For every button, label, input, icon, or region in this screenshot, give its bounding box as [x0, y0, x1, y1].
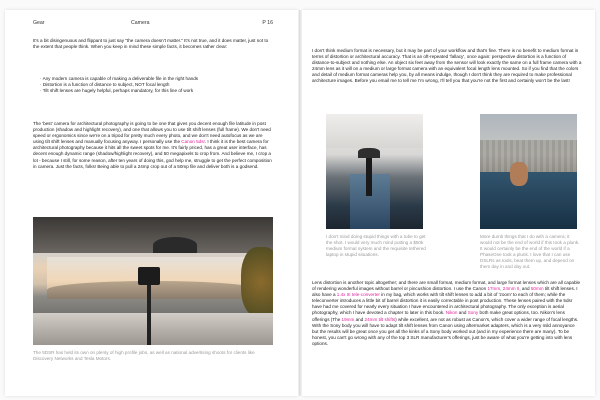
- lens-24mm-link[interactable]: 24mm II: [502, 286, 520, 292]
- teleconverter-link[interactable]: 1.4x III tele-converter: [336, 292, 380, 298]
- lens-paragraph-text: and: [457, 310, 468, 316]
- sony-link[interactable]: Sony: [467, 310, 479, 316]
- lens-paragraph-text: ) while excellent, are not as robust as Canon's, which cover a wider range of focal lengths. With the Sony body you will have to adapt tilt shift lenses from Canon using aftermarket adapters, which is a very mild annoyance but the results will be great once you get all the kinks of a Sony body worked out (and in my experience there are many). To be honest, you can't go wrong with any of the top 3 SLR manufacturer's offerings, just be aware of what you're getting into with lens options.: [312, 316, 579, 346]
- photo-caption: More dumb things that I do with a camera; it would not be the end of world if this took a plunk. It would certainly be the end of the world if a PhaseOne took a plunk. I love that I can use DSLRs as tools, beat them up, and depend on them day in and day out.: [480, 234, 580, 270]
- camera-paragraph: [33, 121, 273, 170]
- list-item: · Distortion is a function of distance to subject, NOT focal length: [40, 82, 270, 88]
- canon-5dsr-link[interactable]: Canon 5dsr: [181, 139, 205, 145]
- photo-wall: [326, 114, 423, 148]
- lens-paragraph-text: ,: [500, 286, 503, 292]
- photo-camera: [358, 148, 380, 158]
- camera-paragraph-text: The 'best' camera for architectural photography is going to be one that gives you decent enough file latitude in post production (shadow and highlight recovery), and one that allows you to use tilt shift lenses (full frame). We don't need speed or ergonomics since we're on a tripod for pretty much every photo, and we don't need autofocus as we are using tilt shift lenses and manually focusing anyway. I personally use the: [33, 121, 271, 145]
- pool-camera-photo: [326, 114, 423, 229]
- lens-paragraph-text: tilt shift lenses. I also have a: [312, 286, 578, 298]
- list-item: · Tilt shift lenses are hugely helpful, perhaps mandatory, for this line of work: [40, 88, 270, 94]
- lens-paragraph-text: both make great options, too. Nikon's lens offerings (The: [312, 310, 565, 322]
- lens-24mm-ts-link[interactable]: 24mm tilt shifts: [364, 316, 396, 322]
- lens-19mm-link[interactable]: 19mm: [341, 316, 355, 322]
- photo-caption: I don't mind doing stupid things with a tube to get the shot. I would very much mind putting a $50k medium format system and the requisite tethered laptop in stupid situations.: [326, 234, 426, 258]
- page-header: [33, 20, 273, 30]
- photo-tree: [241, 247, 273, 317]
- photo-caption: The 5DSR has held its own on plenty of high profile jobs, as well as national advertising shoots for clients like Discovery Networks and Tesla Motors.: [33, 350, 255, 362]
- intro-paragraph: It's a bit disingenuous and flippant to just say "the camera doesn't matter." It's not true, and it does matter, just not to the extent that people think. When you keep in mind these simple facts, it becomes rather clear:: [33, 38, 269, 50]
- lens-paragraph-text: in my bag, which works with tilt shift lenses to add a bit of 'zoom' to each of them; while the teleconverter introduces a little bit of barrel distortion it is easily correctable in post production. These lenses paired with the 5dsr have had me covered for nearly every situation I have encountered in architectural photography. The only exception is aerial photography, which I have devoted a chapter to later in this book.: [312, 292, 573, 316]
- photo-camera: [138, 267, 160, 285]
- rooftop-pool-photo: [480, 114, 577, 229]
- facts-list: [40, 76, 270, 94]
- photo-city: [480, 140, 577, 172]
- header-title: Camera: [131, 20, 150, 26]
- lens-paragraph: [312, 280, 582, 347]
- photo-pool: [480, 172, 577, 229]
- list-item: · Any modern camera is capable of making a deliverable file in the right hands: [40, 76, 270, 82]
- lens-17mm-link[interactable]: 17mm: [487, 286, 501, 292]
- photo-person: [510, 162, 528, 186]
- photo-lamp: [153, 237, 197, 253]
- lens-50mm-link[interactable]: 50mm: [530, 286, 544, 292]
- lens-paragraph-text: , and: [519, 286, 531, 292]
- right-page-content: [302, 10, 595, 396]
- header-section: Gear: [33, 20, 45, 26]
- header-page-number: P 16: [262, 20, 273, 26]
- studio-camera-photo: [33, 217, 273, 345]
- book-gutter: [299, 10, 301, 396]
- nikon-link[interactable]: Nikon: [445, 310, 458, 316]
- photo-counter: [33, 313, 273, 345]
- medium-format-paragraph: I don't think medium format is necessary, but it may be part of your workflow and that's fine. There is no benefit to medium format in terms of distortion or architectural accuracy. That is an oft-repeated 'fallacy', once again: perspective distortion is a function of distance-to-subject and nothing else. An object six feet away from the sensor will look exactly the same on a full frame camera with a 24mm lens as it will on a medium or large format camera with an equivalent focal length lens mounted. So if you find that the colors and detail of medium format cameras help you, by all means indulge, though I don't think they are required to make professional architecture images. Before you email me to tell me I'm wrong, I'll tell you that you're not the first and certainly won't be the last!: [312, 48, 582, 84]
- lens-paragraph-text: and: [354, 316, 365, 322]
- camera-paragraph-text: . I think it is the best camera for architectural photography because it hits all the sweet spots for me. It's fairly priced, has a great user interface, has decent enough dynamic range (shadow/highlight recovery), and 50 megapixels to crop from. And believe me, I crop a lot - because I still, for some reason, after ten years of doing this, god help me, struggle to get the perfect composition in camera. Just the facts, folks! Being able to pull a 24mp crop out of a 50mp file and deliver both is a godsend.: [33, 139, 272, 169]
- photo-tripod: [366, 156, 372, 196]
- lens-paragraph-text: Lens distortion is another topic altogether; and there are small format, medium format, and large format lenses which are all capable of rendering wonderful images without barrel or pincushion distortion. I use the Canon: [312, 280, 581, 292]
- photo-tripod: [147, 283, 151, 345]
